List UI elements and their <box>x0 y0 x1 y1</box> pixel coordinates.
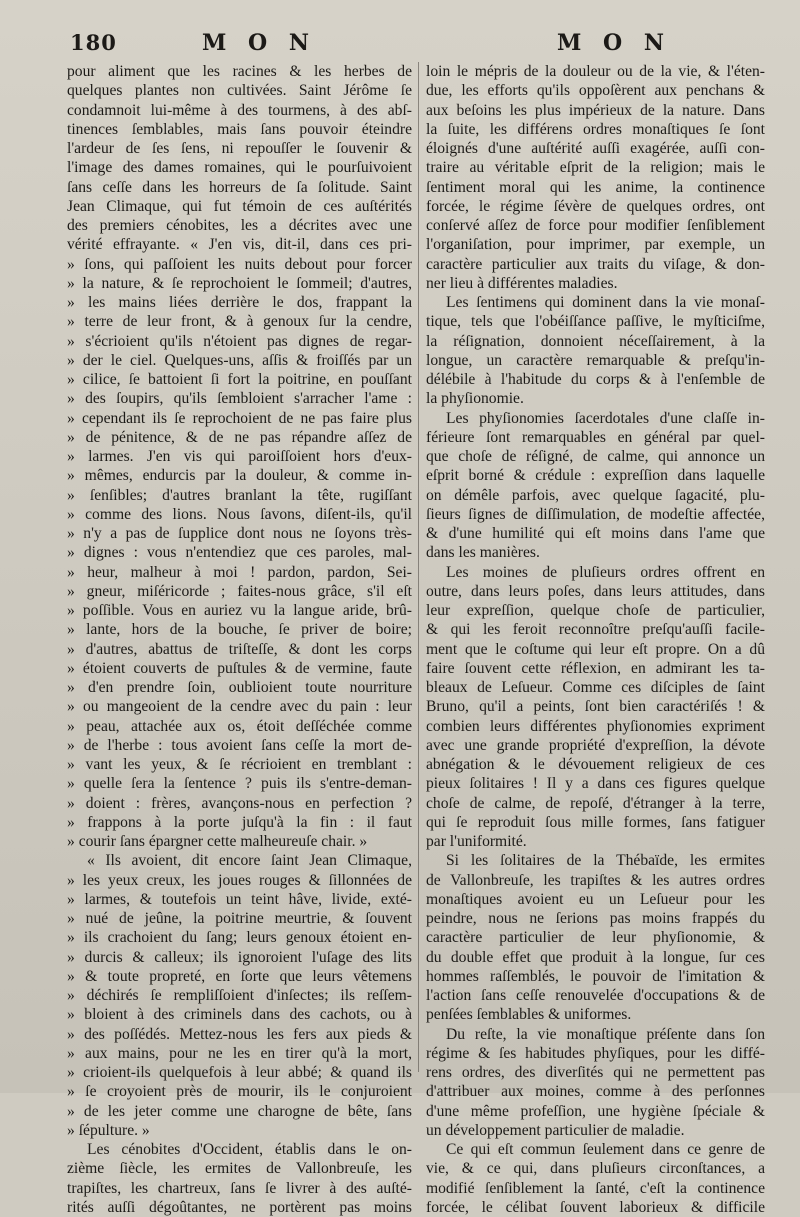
left-column <box>67 62 412 1216</box>
text-line: Bruno, qu'il a peints, ſont bien caractériſés ! & <box>426 698 765 716</box>
text-line: tique, tels que l'obéiſſance paſſive, le myſticiſme, <box>426 313 765 331</box>
text-line: conſervé aſſez de force pour modifier ſenſiblement <box>426 217 765 234</box>
page-number: 180 <box>70 30 117 55</box>
text-line: Jean Climaque, qui fut témoin de ces auſtérités <box>67 197 412 215</box>
text-line: » terre de leur front, & à genoux ſur la cendre, <box>67 313 412 331</box>
text-line: » des poſſédés. Mettez-nous les fers aux pieds & <box>67 1025 412 1043</box>
text-line: » ils crachoient du ſang; leurs genoux étoient en- <box>67 929 412 947</box>
text-line: & d'une humilité qui eſt moins dans l'ame que <box>426 525 765 542</box>
text-line: eſprit borné & crédule : expreſſion dans laquelle <box>426 467 765 485</box>
text-line: leur expreſſion, quelque choſe de particulier, <box>426 602 765 619</box>
text-line: ner lieu à différentes maladies. <box>426 274 618 292</box>
text-line: régime & ſes habitudes phyſiques, pour les diffé- <box>426 1044 765 1062</box>
text-line: d'attribuer aux moines, comme à des perſonnes <box>426 1083 765 1101</box>
text-line: ſans ceſſe dans les horreurs de ſa ſolitude. Saint <box>67 178 412 196</box>
text-line: » d'autres, abattus de triſteſſe, & dont les corps <box>67 640 412 658</box>
right-column <box>426 62 765 1216</box>
text-line: faire ſouvent cette réflexion, en admirant les ta- <box>426 659 765 677</box>
text-line: Les cénobites d'Occident, établis dans le on- <box>87 1141 412 1158</box>
text-line: du double effet que produit à la longue, ſur ces <box>426 948 765 966</box>
text-line: férieure ſont remarquables en général par quel- <box>426 428 765 446</box>
text-line: un développement particulier de maladie. <box>426 1121 685 1139</box>
text-line: de Vallonbreuſe, les trapiſtes & les autres ordres <box>426 871 765 889</box>
text-line: » s'écrioient qu'ils n'étoient pas dignes de regar- <box>67 332 412 350</box>
text-line: aux beſoins les plus impérieux de la nature. Dans <box>426 101 765 119</box>
text-line: Les moines de pluſieurs ordres offrent en <box>446 563 765 581</box>
text-line: » nué de jeûne, la poitrine meurtrie, & ſouvent <box>67 910 412 927</box>
text-line: » frappons à la porte juſqu'à la fin : il faut <box>67 813 412 831</box>
text-line: d'une même profeſſion, une hygiène ſpéciale & <box>426 1102 765 1120</box>
text-line: » de pénitence, & de ne pas répandre aſſez de <box>67 428 412 446</box>
text-line: » durcis & calleux; ils ignoroient l'uſage des lits <box>67 948 412 966</box>
text-line: » de les jeter comme une charogne de bête, ſans <box>67 1102 412 1120</box>
text-line: » cilice, ſe battoient ſi fort la poitrine, en pouſſant <box>67 371 412 388</box>
text-line: » doient : frères, avançons-nous en perfection ? <box>67 794 412 812</box>
text-line: vie, & ce qui, dans pluſieurs circonſtances, a <box>426 1160 765 1178</box>
text-line: la ſuite, les différens ordres monaſtiques ſe ſont <box>426 120 765 138</box>
text-line: » ou mangeoient de la cendre avec du pain : leur <box>67 698 412 716</box>
text-line: pour aliment que les racines & les herbes de <box>67 63 412 80</box>
text-line: par l'uniformité. <box>426 833 527 850</box>
text-line: » crioient-ils quelquefois à leur abbé; & quand ils <box>67 1064 412 1081</box>
text-line: » gneur, miſéricorde ; faites-nous grâce, s'il eſt <box>67 582 412 600</box>
text-line: ſentiment moral qui les anime, la continence <box>426 178 765 196</box>
text-line: longue, un caractère remarquable & preſqu'in- <box>426 351 765 369</box>
text-line: caractère particulier aux traits du viſage, & don- <box>426 255 765 273</box>
text-line: » bloient à des criminels dans des cachots, ou à <box>67 1006 412 1024</box>
text-line: délébile à l'habitude du corps & à l'enſemble de <box>426 371 765 388</box>
text-line: Si les ſolitaires de la Thébaïde, les ermites <box>446 852 765 870</box>
text-line: forcée, le régime ſévère de quelques ordres, ont <box>426 197 765 215</box>
text-line: « Ils avoient, dit encore ſaint Jean Climaque, <box>87 852 412 870</box>
text-line: traire au véritable eſprit de la religion; mais le <box>426 159 765 177</box>
text-line: ment que le coſtume qui leur eſt propre. On a dû <box>426 640 765 658</box>
text-line: choſe de calme, de repoſé, d'étranger à la terre, <box>426 794 765 812</box>
text-line: l'image des dames romaines, qui le pourſuivoient <box>67 159 412 177</box>
text-line: des premiers cénobites, les a décrites avec une <box>67 217 412 234</box>
text-line: ſieurs ſignes de diſſimulation, de modeſtie affectée, <box>426 505 765 523</box>
text-line: hommes raſſemblés, le pouvoir de l'imitation & <box>426 967 765 985</box>
text-line: » aux mains, pour ne les en tirer qu'à la mort, <box>67 1044 412 1062</box>
text-line: la réſignation, donnoient néceſſairement, à la <box>426 332 765 350</box>
text-line: » ſépulture. » <box>67 1121 150 1139</box>
text-line: quelques plantes non cultivées. Saint Jérôme ſe <box>67 82 412 100</box>
text-line: zième ſiècle, les ermites de Vallonbreuſe, les <box>67 1160 412 1178</box>
text-line: Du reſte, la vie monaſtique préſente dans ſon <box>446 1025 765 1043</box>
text-line: tinences ſemblables, mais ſans pouvoir éteindre <box>67 120 412 138</box>
text-line: » des ſoupirs, qu'ils ſembloient s'arracher l'ame : <box>67 390 412 408</box>
text-line: Les ſentimens qui dominent dans la vie monaſ- <box>446 294 765 311</box>
text-line: » cependant ils ſe reprochoient de ne pas faire plus <box>67 409 412 427</box>
text-line: » mêmes, endurcis par la douleur, & comme in- <box>67 467 412 485</box>
text-line: condamnoit lui-même à des tourmens, à des abſ- <box>67 101 412 119</box>
text-line: » ſenſibles; d'autres branlant la tête, rugiſſant <box>67 486 412 504</box>
text-line: monaſtiques avoient eu un Leſueur pour les <box>426 890 765 908</box>
text-line: » larmes. J'en vis qui paroiſſoient hors d'eux- <box>67 448 412 465</box>
text-line: avec une grande propriété d'expreſſion, la dévote <box>426 736 765 754</box>
page-header <box>0 30 800 60</box>
running-title-right: M O N <box>557 30 671 56</box>
text-line: » déchirés ſe rempliſſoient d'inſectes; ils reſſem- <box>67 987 412 1004</box>
text-line: que choſe de réſigné, de calme, qui annonce un <box>426 448 765 465</box>
text-line: » heur, malheur à moi ! pardon, pardon, Sei- <box>67 563 412 581</box>
text-line: outre, dans leurs poſes, dans leurs attitudes, dans <box>426 582 765 600</box>
text-line: vérité effrayante. « J'en vis, dit-il, dans ces pri- <box>67 236 412 254</box>
column-divider <box>418 62 419 1072</box>
text-line: l'action ſans ceſſe renouvelée d'occupations & de <box>426 987 765 1004</box>
text-line: Ce qui eſt commun ſeulement dans ce genre de <box>446 1141 765 1158</box>
text-line: » les mains liées derrière le dos, frappant la <box>67 294 412 311</box>
text-line: rens ordres, des diverſités qui ne permettent pas <box>426 1064 765 1081</box>
text-line: » lante, hors de la bouche, ſe priver de boire; <box>67 621 412 639</box>
text-line: » de l'herbe : tous avoient ſans ceſſe la mort de- <box>67 736 412 754</box>
text-line: dans les manières. <box>426 544 540 562</box>
text-line: » ſons, qui paſſoient les nuits debout pour forcer <box>67 255 412 273</box>
text-line: » vant les yeux, & ſe récrioient en tremblant : <box>67 756 412 773</box>
text-line: » quelle ſera la ſentence ? puis ils s'entre-deman- <box>67 775 412 793</box>
text-line: forcée, le célibat ſouvent laborieux & difficile <box>426 1198 765 1216</box>
text-line: » ſe croyoient près de mourir, ils le conjuroient <box>67 1083 412 1101</box>
running-title-left: M O N <box>202 30 316 56</box>
text-line: modifié ſenſiblement la ſanté, c'eſt la continence <box>426 1179 765 1197</box>
text-line: » d'en prendre ſoin, oublioient toute nourriture <box>67 679 412 696</box>
text-line: penſées ſemblables & uniformes. <box>426 1006 632 1024</box>
text-line: » n'y a pas de ſupplice dont nous ne ſoyons très- <box>67 525 412 542</box>
text-line: » étoient couverts de puſtules & de vermine, faute <box>67 659 412 677</box>
text-line: » & toute propreté, en ſorte que leurs vêtemens <box>67 967 412 985</box>
text-line: trapiſtes, les chartreux, ſans ſe livrer à des auſté- <box>67 1179 412 1197</box>
text-line: pieux ſolitaires ! Il y a dans ces figures quelque <box>426 775 765 793</box>
text-line: rités auſſi dégoûtantes, ne portèrent pas moins <box>67 1198 412 1216</box>
text-line: » poſſible. Vous en auriez vu la langue aride, brû- <box>67 602 412 619</box>
text-line: due, les efforts qu'ils oppoſèrent aux penchans & <box>426 82 765 100</box>
text-line: la phyſionomie. <box>426 390 524 408</box>
text-line: l'organiſation, pour imprimer, par exemple, un <box>426 236 765 254</box>
text-line: & qui les feroit reconnoître preſqu'auſſi facile- <box>426 621 765 639</box>
text-line: l'ardeur de ſes ſens, ni repouſſer le ſouvenir & <box>67 140 412 157</box>
text-line: caractère particulier de leur phyſionomie, & <box>426 929 765 947</box>
text-line: abnégation & le dévouement religieux de ces <box>426 756 765 773</box>
text-line: combien leurs différentes phyſionomies expriment <box>426 717 765 735</box>
text-line: » larmes, & toutefois un teint hâve, livide, exté- <box>67 890 412 908</box>
text-line: peindre, nous ne ſerions pas moins frappés du <box>426 910 765 927</box>
text-line: on démêle parfois, avec quelque ſagacité, plu- <box>426 486 765 504</box>
text-line: » les yeux creux, les joues rouges & ſillonnées de <box>67 871 412 889</box>
text-line: qui ſe reproduit ſous mille formes, ſans fatiguer <box>426 813 765 831</box>
text-line: » der le ciel. Quelques-uns, aſſis & froiſſés par un <box>67 351 412 369</box>
text-line: » dignes : vous n'entendiez que ces paroles, mal- <box>67 544 412 562</box>
text-line: » peau, attachée aux os, étoit deſſéchée comme <box>67 717 412 735</box>
text-line: loin le mépris de la douleur ou de la vie, & l'éten- <box>426 63 765 80</box>
text-line: Les phyſionomies ſacerdotales d'une claſſe in- <box>446 409 765 427</box>
text-line: » la nature, & ſe reprochoient le ſommeil; d'autres, <box>67 274 412 292</box>
text-line: bleaux de Leſueur. Comme ces diſciples de ſaint <box>426 679 765 696</box>
text-line: » comme des lions. Nous ſavons, diſent-ils, qu'il <box>67 505 412 523</box>
text-line: » courir ſans épargner cette malheureuſe chair. » <box>67 833 368 850</box>
text-line: éloignés d'une auſtérité auſſi exagérée, auſſi con- <box>426 140 765 157</box>
